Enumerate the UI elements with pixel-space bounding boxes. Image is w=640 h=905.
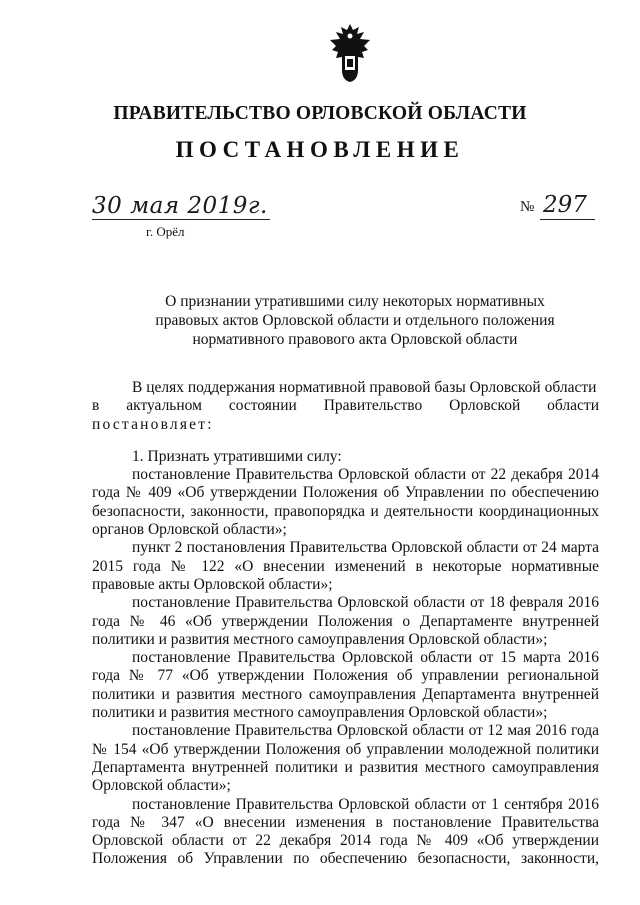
list-paragraph: постановление Правительства Орловской области от 22 декабря 2014 года № 409 «Об утверждении Положения об Управлении по обеспечению безопасности, законности, правопорядка и деятельности координационных органов Орловской области»;	[92, 466, 599, 539]
item-heading: 1. Признать утратившими силу:	[132, 447, 342, 465]
coat-of-arms-emblem	[326, 22, 374, 84]
subject-line: правовых актов Орловской области и отдельного положения	[155, 312, 555, 329]
list-paragraph: постановление Правительства Орловской области от 12 мая 2016 года № 154 «Об утверждении Положения об управлении молодежной политики Департамента внутренней политики и развития местного самоуправления Орловской области»;	[92, 722, 599, 795]
list-paragraph: постановление Правительства Орловской области от 18 февраля 2016 года № 46 «Об утверждении Положения о Департаменте внутренней политики и развития местного самоуправления Орловской области»;	[92, 594, 599, 648]
number-underline	[540, 219, 595, 220]
list-paragraph: пункт 2 постановления Правительства Орловской области от 24 марта 2015 года № 122 «О внесении изменений в некоторые нормативные правовые акты Орловской области»;	[92, 539, 599, 593]
subject-line: О признании утратившими силу некоторых нормативных	[165, 293, 545, 310]
intro-line: в актуальном состоянии Правительство Орловской области	[92, 397, 599, 415]
intro-line: В целях поддержания нормативной правовой базы Орловской области	[132, 379, 597, 396]
act-type-title: ПОСТАНОВЛЕНИЕ	[175, 137, 465, 162]
handwritten-date: 30 мая 2019г.	[92, 193, 268, 219]
intro-decision-word: постановляет:	[92, 415, 214, 433]
subject-line: нормативного правового акта Орловской области	[192, 331, 518, 348]
document-subject	[0, 292, 640, 349]
government-name: ПРАВИТЕЛЬСТВО ОРЛОВСКОЙ ОБЛАСТИ	[113, 103, 527, 124]
date-underline	[92, 219, 270, 220]
document-body	[92, 379, 599, 869]
list-paragraph: постановление Правительства Орловской области от 15 марта 2016 года № 77 «Об утверждении Положения об управлении региональной политики и развития местного самоуправления Департамента внутренней политики и развития местного самоуправления Орловской области»;	[92, 649, 599, 722]
city-label: г. Орёл	[146, 224, 185, 239]
handwritten-number: 297	[543, 192, 587, 218]
list-paragraph: постановление Правительства Орловской области от 1 сентября 2016 года № 347 «О внесении изменения в постановление Правительства Орловской области от 22 декабря 2014 года № 409 «Об утверждении Положения об Управлении по обеспечению безопасности, законности,	[92, 795, 599, 868]
number-label: №	[520, 199, 535, 215]
